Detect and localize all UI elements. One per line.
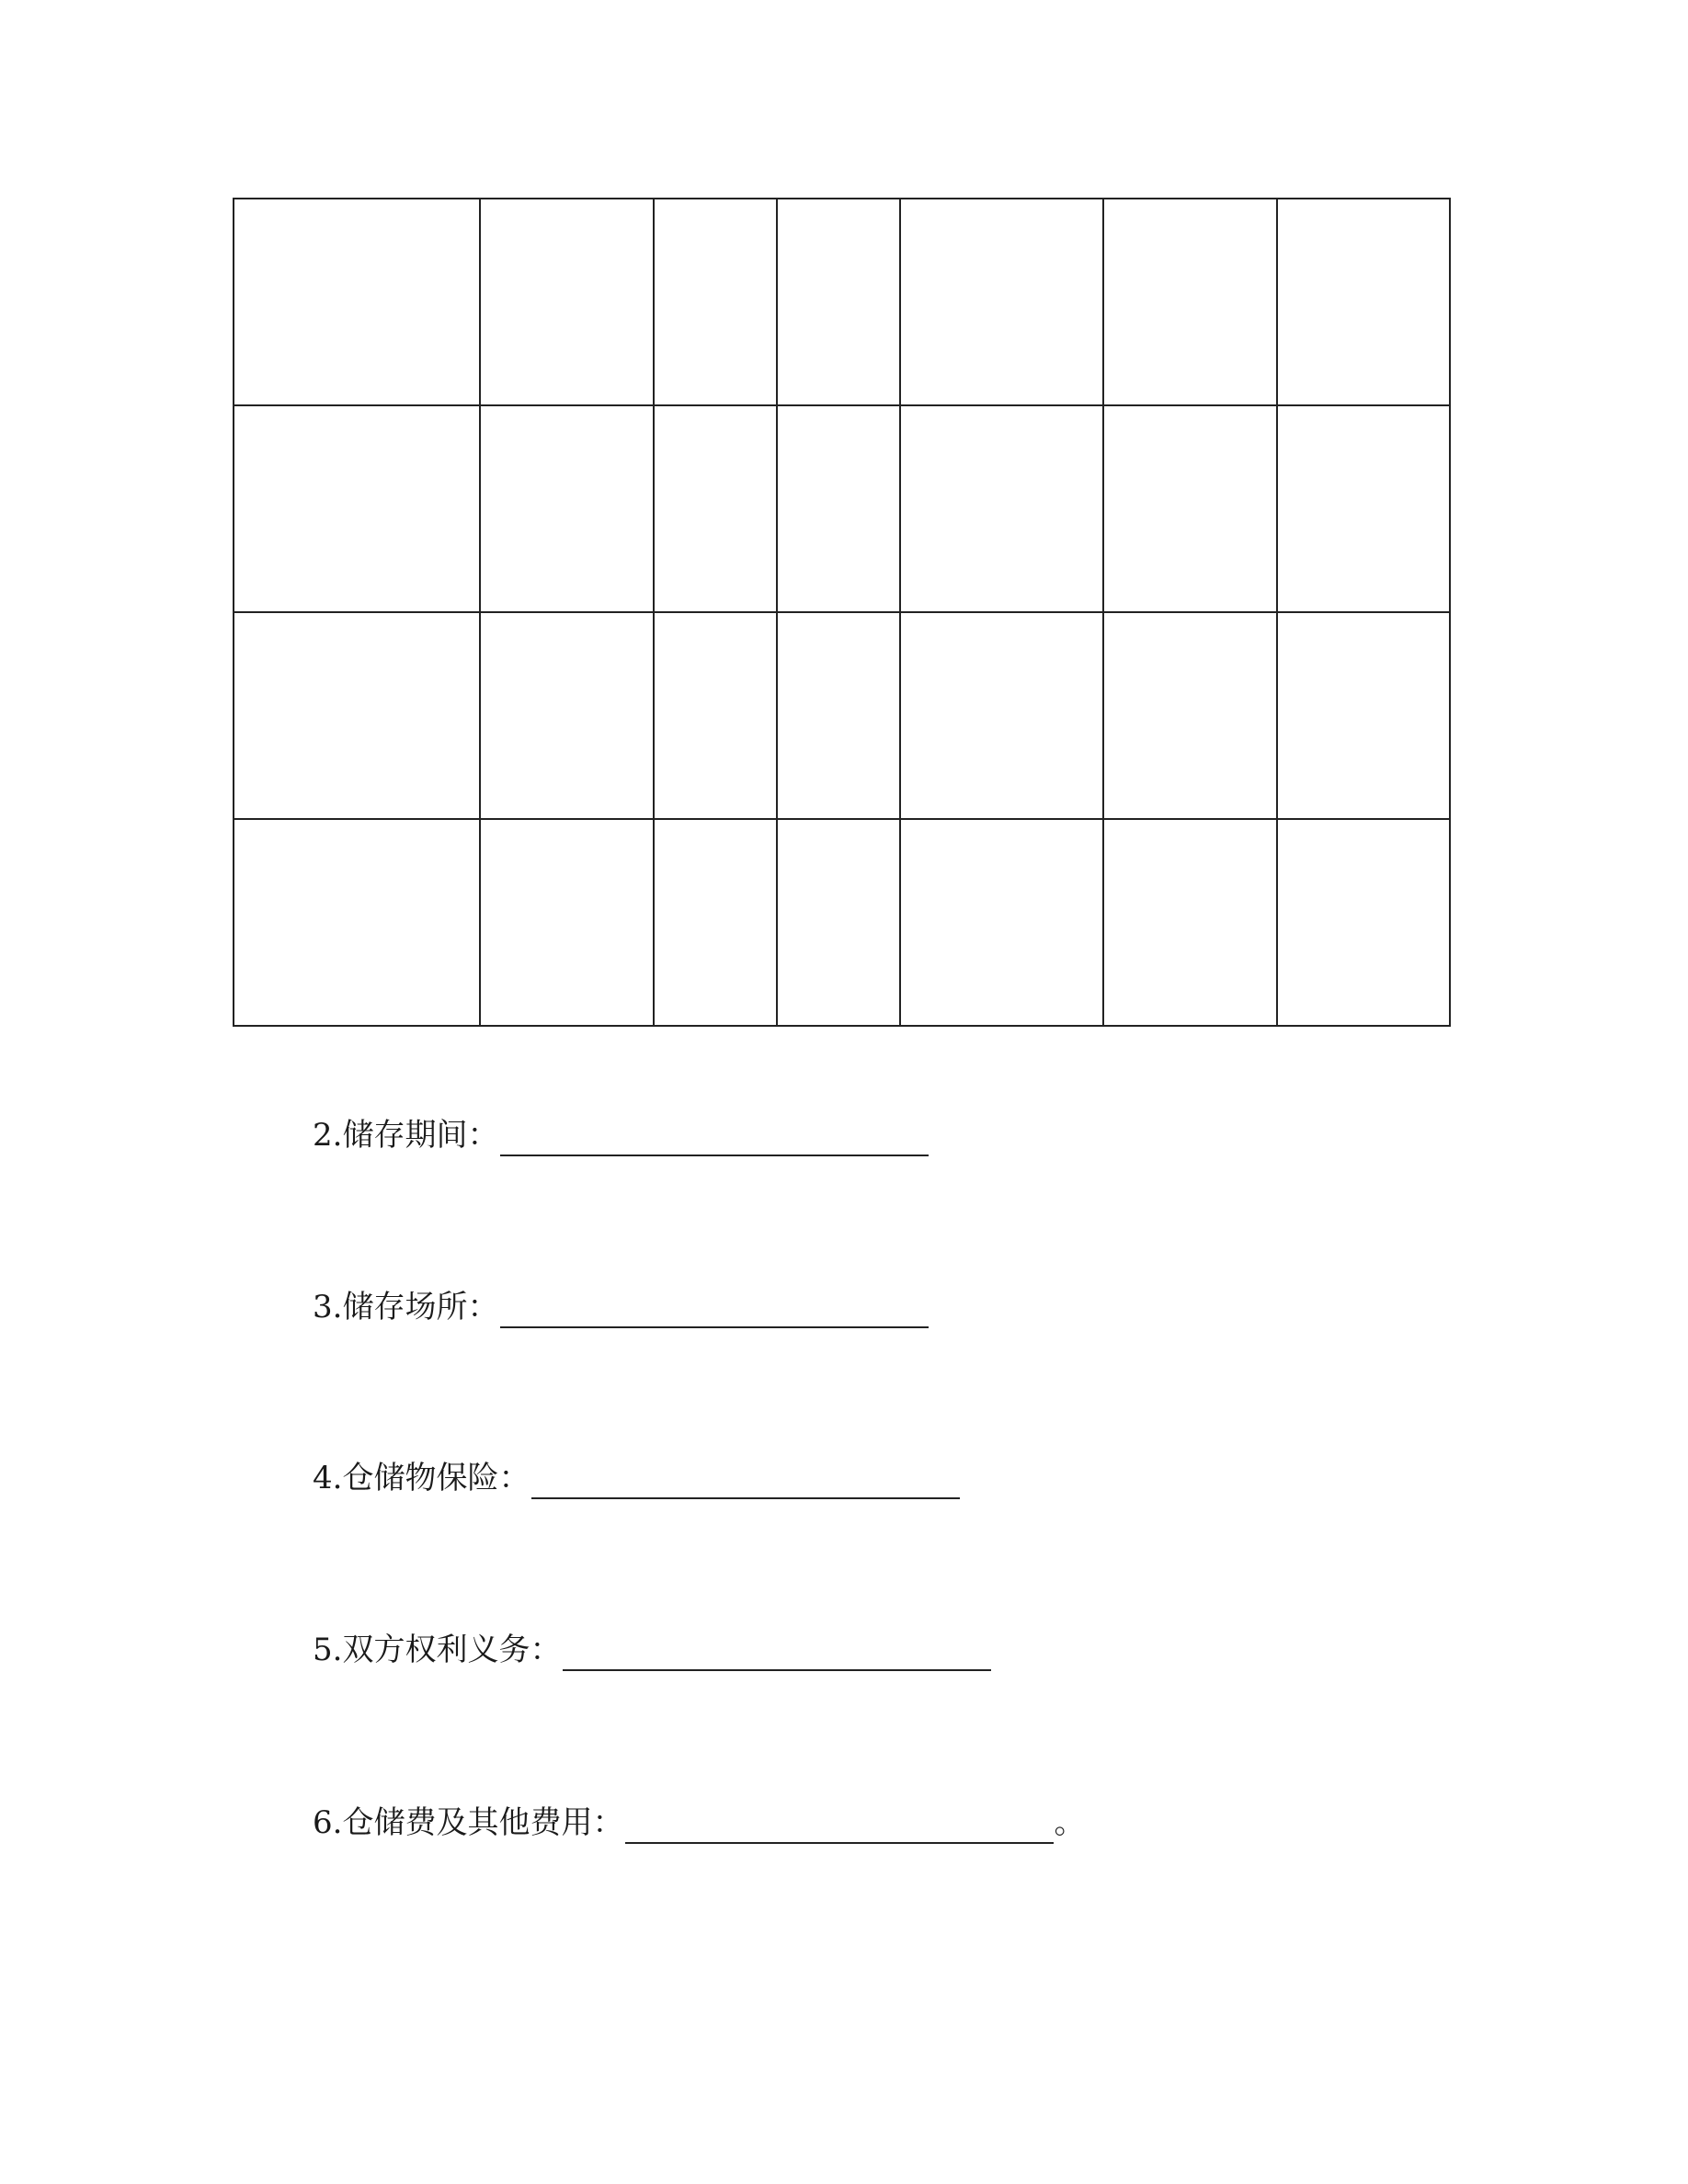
table-cell[interactable] bbox=[480, 199, 654, 405]
table-cell[interactable] bbox=[1103, 612, 1277, 819]
field-storage-fees bbox=[313, 1802, 1085, 1844]
table-cell[interactable] bbox=[480, 819, 654, 1026]
table-cell[interactable] bbox=[234, 199, 480, 405]
table-cell[interactable] bbox=[777, 612, 900, 819]
field-label: 5.双方权利义务： bbox=[313, 1632, 562, 1668]
table-cell[interactable] bbox=[1103, 199, 1277, 405]
field-label: 2.储存期间： bbox=[313, 1117, 499, 1154]
field-storage-period bbox=[313, 1114, 929, 1156]
table-cell[interactable] bbox=[480, 405, 654, 612]
table-cell[interactable] bbox=[234, 405, 480, 612]
table-cell[interactable] bbox=[654, 199, 777, 405]
table-cell[interactable] bbox=[1277, 819, 1450, 1026]
table-cell[interactable] bbox=[1277, 405, 1450, 612]
table-cell[interactable] bbox=[900, 612, 1103, 819]
table-cell[interactable] bbox=[1277, 199, 1450, 405]
blank-line[interactable] bbox=[563, 1636, 991, 1671]
table-row bbox=[234, 199, 1450, 405]
field-suffix: 。 bbox=[1054, 1804, 1086, 1841]
blank-line[interactable] bbox=[500, 1121, 929, 1156]
table-cell[interactable] bbox=[1103, 405, 1277, 612]
field-goods-insurance bbox=[313, 1457, 960, 1499]
table-row bbox=[234, 612, 1450, 819]
table-row bbox=[234, 819, 1450, 1026]
field-storage-location bbox=[313, 1286, 929, 1328]
blank-line[interactable] bbox=[625, 1809, 1054, 1844]
table-cell[interactable] bbox=[777, 405, 900, 612]
table-cell[interactable] bbox=[900, 199, 1103, 405]
table-cell[interactable] bbox=[900, 819, 1103, 1026]
table-cell[interactable] bbox=[1103, 819, 1277, 1026]
field-label: 3.储存场所： bbox=[313, 1289, 499, 1325]
table-cell[interactable] bbox=[1277, 612, 1450, 819]
table-cell[interactable] bbox=[654, 819, 777, 1026]
table-cell[interactable] bbox=[234, 819, 480, 1026]
blank-line[interactable] bbox=[531, 1464, 960, 1499]
table-cell[interactable] bbox=[777, 819, 900, 1026]
field-rights-obligations bbox=[313, 1629, 991, 1671]
table-cell[interactable] bbox=[654, 612, 777, 819]
field-label: 4.仓储物保险： bbox=[313, 1460, 530, 1496]
table-cell[interactable] bbox=[234, 612, 480, 819]
table-cell[interactable] bbox=[654, 405, 777, 612]
field-label: 6.仓储费及其他费用： bbox=[313, 1804, 624, 1841]
table-row bbox=[234, 405, 1450, 612]
table-cell[interactable] bbox=[777, 199, 900, 405]
blank-line[interactable] bbox=[500, 1293, 929, 1328]
table-cell[interactable] bbox=[480, 612, 654, 819]
goods-table bbox=[233, 198, 1451, 1027]
table-cell[interactable] bbox=[900, 405, 1103, 612]
